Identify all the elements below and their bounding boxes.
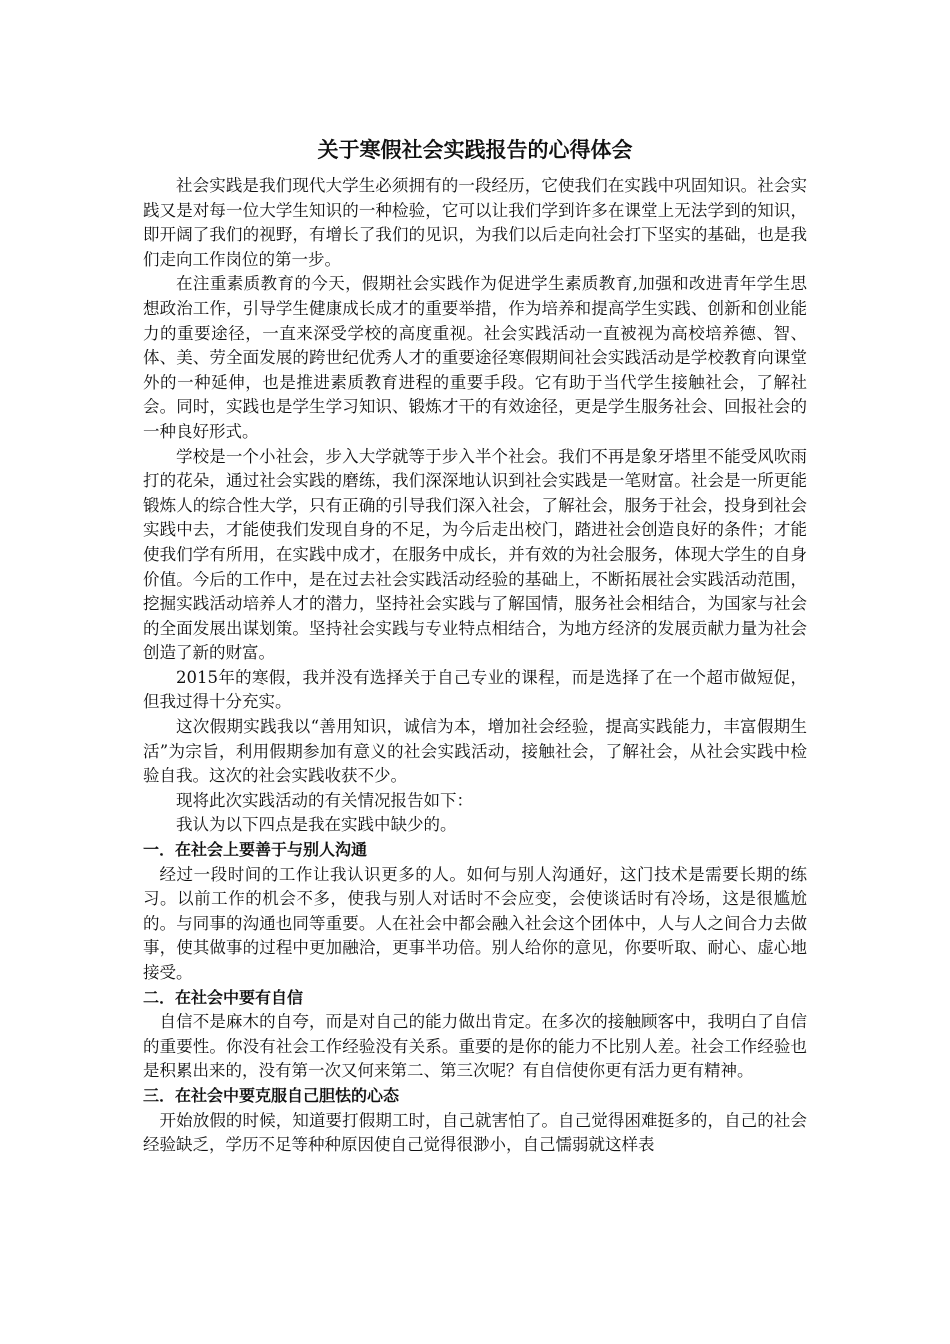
- section-body: 经过一段时间的工作让我认识更多的人。如何与别人沟通好，这门技术是需要长期的练习。以前工作的机会不多，使我与别人对话时不会应变，会使谈话时有冷场，这是很尴尬的。与同事的沟通也同等重要。人在社会中都会融入社会这个团体中，人与人之间合力去做事，使其做事的过程中更加融洽，更事半功倍。别人给你的意见，你要听取、耐心、虚心地接受。: [143, 864, 807, 982]
- paragraph: 社会实践是我们现代大学生必须拥有的一段经历，它使我们在实践中巩固知识。社会实践又是对每一位大学生知识的一种检验，它可以让我们学到许多在课堂上无法学到的知识，即开阔了我们的视野，有增长了我们的见识，为我们以后走向社会打下坚实的基础，也是我们走向工作岗位的第一步。: [143, 176, 807, 269]
- paragraph: 这次假期实践我以“善用知识，诚信为本，增加社会经验，提高实践能力，丰富假期生活”为宗旨，利用假期参加有意义的社会实践活动，接触社会，了解社会，从社会实践中检验自我。这次的社会实践收获不少。: [143, 717, 807, 786]
- document-title: 关于寒假社会实践报告的心得体会: [317, 138, 633, 162]
- section-body: 开始放假的时候，知道要打假期工时，自己就害怕了。自己觉得困难挺多的，自己的社会经验缺乏，学历不足等种种原因使自己觉得很渺小，自己懦弱就这样表: [143, 1110, 807, 1155]
- paragraph: 在注重素质教育的今天，假期社会实践作为促进学生素质教育,加强和改进青年学生思想政治工作，引导学生健康成长成才的重要举措，作为培养和提高学生实践、创新和创业能力的重要途径，一直来深受学校的高度重视。社会实践活动一直被视为高校培养德、智、体、美、劳全面发展的跨世纪优秀人才的重要途径寒假期间社会实践活动是学校教育向课堂外的一种延伸，也是推进素质教育进程的重要手段。它有助于当代学生接触社会，了解社会。同时，实践也是学生学习知识、锻炼才干的有效途径，更是学生服务社会、回报社会的一种良好形式。: [143, 274, 807, 441]
- document-page: [143, 128, 807, 1158]
- section-heading: 三．在社会中要克服自己胆怯的心态: [143, 1085, 400, 1105]
- paragraph: 现将此次实践活动的有关情况报告如下：: [176, 790, 473, 810]
- paragraph: 2015年的寒假，我并没有选择关于自己专业的课程，而是选择了在一个超市做短促，但我过得十分充实。: [143, 667, 807, 712]
- paragraph: 学校是一个小社会，步入大学就等于步入半个社会。我们不再是象牙塔里不能受风吹雨打的花朵，通过社会实践的磨练，我们深深地认识到社会实践是一笔财富。社会是一所更能锻炼人的综合性大学，只有正确的引导我们深入社会，了解社会，服务于社会，投身到社会实践中去，才能使我们发现自身的不足，为今后走出校门，踏进社会创造良好的条件；才能使我们学有所用，在实践中成才，在服务中成长，并有效的为社会服务，体现大学生的自身价值。今后的工作中，是在过去社会实践活动经验的基础上，不断拓展社会实践活动范围，挖掘实践活动培养人才的潜力，坚持社会实践与了解国情，服务社会相结合，为国家与社会的全面发展出谋划策。坚持社会实践与专业特点相结合，为地方经济的发展贡献力量为社会创造了新的财富。: [143, 446, 807, 663]
- section-heading: 二．在社会中要有自信: [143, 987, 304, 1007]
- paragraph: 我认为以下四点是我在实践中缺少的。: [176, 815, 457, 835]
- section-body: 自信不是麻木的自夸，而是对自己的能力做出肯定。在多次的接触顾客中，我明白了自信的重要性。你没有社会工作经验没有关系。重要的是你的能力不比别人差。社会工作经验也是积累出来的，没有第一次又何来第二、第三次呢？有自信使你更有活力更有精神。: [143, 1012, 807, 1081]
- section-heading: 一．在社会上要善于与别人沟通: [143, 840, 368, 860]
